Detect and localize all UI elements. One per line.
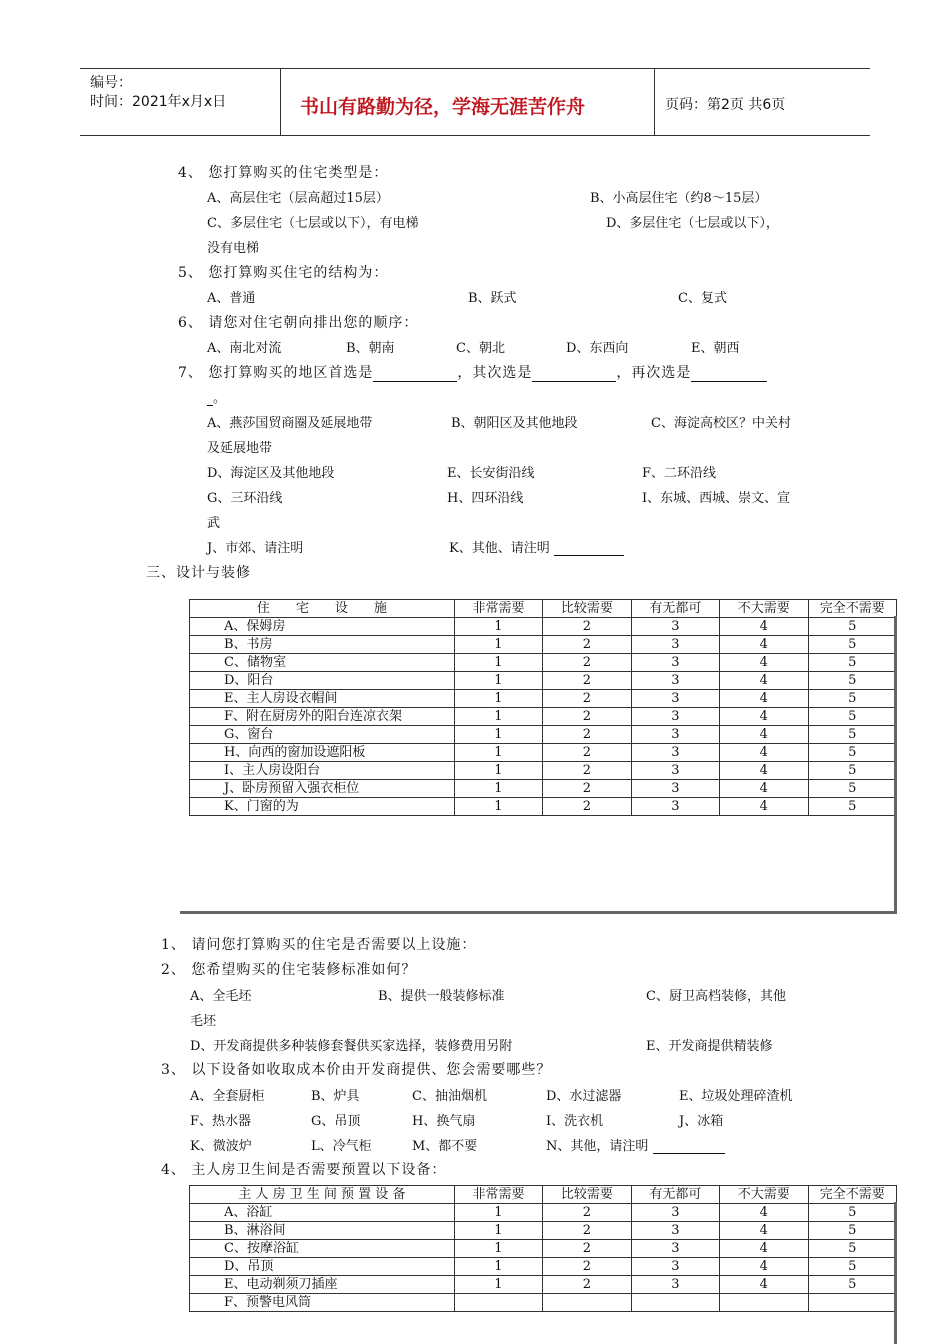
table-row: [190, 654, 897, 672]
question-5-title: 5、 您打算购买住宅的结构为：: [178, 265, 389, 281]
rating-cell[interactable]: 4: [720, 1204, 808, 1222]
table-header-row: [190, 600, 897, 618]
q7-option-b: B、朝阳区及其他地段: [451, 416, 578, 431]
rating-cell[interactable]: 4: [720, 654, 808, 672]
table-row: [190, 1222, 897, 1240]
part2-question-3-title: 3、 以下设备如收取成本价由开发商提供、您会需要哪些？: [161, 1062, 552, 1078]
rating-cell[interactable]: 2: [543, 1258, 631, 1276]
p3-option-i: I、洗衣机: [546, 1114, 604, 1129]
q7-option-i-cont: 武: [207, 516, 221, 531]
column-header-rating: 不大需要: [720, 1186, 808, 1204]
column-header-rating: 有无都可: [631, 600, 719, 618]
rating-cell[interactable]: 5: [808, 1222, 896, 1240]
rating-cell[interactable]: 1: [454, 636, 542, 654]
row-label: B、淋浴间: [190, 1222, 455, 1240]
rating-cell[interactable]: 1: [454, 726, 542, 744]
row-label: I、主人房设阳台: [190, 762, 455, 780]
q4-option-d: D、多层住宅（七层或以下），: [606, 216, 779, 231]
rating-cell[interactable]: 3: [631, 618, 719, 636]
q7-title-part2: ，其次选是: [457, 365, 533, 381]
q7-third-choice-blank[interactable]: [691, 381, 767, 382]
table-frame-shadow: [894, 1202, 897, 1344]
rating-cell[interactable]: 1: [454, 672, 542, 690]
rating-cell[interactable]: 5: [808, 708, 896, 726]
column-header-rating: 完全不需要: [808, 1186, 896, 1204]
rating-cell[interactable]: 2: [543, 1222, 631, 1240]
rating-cell[interactable]: 2: [543, 744, 631, 762]
rating-cell[interactable]: 2: [543, 780, 631, 798]
rating-cell[interactable]: [543, 1294, 631, 1312]
row-label: A、浴缸: [190, 1204, 455, 1222]
p3-option-b: B、炉具: [311, 1089, 360, 1104]
column-header-rating: 有无都可: [631, 1186, 719, 1204]
table-row: [190, 690, 897, 708]
rating-cell[interactable]: 4: [720, 726, 808, 744]
rating-cell[interactable]: 1: [454, 1258, 542, 1276]
row-label: C、按摩浴缸: [190, 1240, 455, 1258]
column-header-rating: 非常需要: [454, 1186, 542, 1204]
row-label: H、向西的窗加设遮阳板: [190, 744, 455, 762]
rating-cell[interactable]: 4: [720, 708, 808, 726]
q7-title-part1: 7、 您打算购买的地区首选是: [178, 365, 374, 381]
table-header-row: [190, 1186, 897, 1204]
p3-option-d: D、水过滤器: [546, 1089, 622, 1104]
q7-title-part3: ，再次选是: [616, 365, 692, 381]
row-label: D、阳台: [190, 672, 455, 690]
q4-option-c: C、多层住宅（七层或以下），有电梯: [207, 216, 419, 231]
rating-cell[interactable]: 3: [631, 1240, 719, 1258]
rating-cell[interactable]: 4: [720, 780, 808, 798]
q6-option-c: C、朝北: [456, 341, 505, 356]
rating-cell[interactable]: 2: [543, 762, 631, 780]
q7-second-choice-blank[interactable]: [532, 381, 616, 382]
p3-option-m: M、都不要: [412, 1139, 478, 1154]
rating-cell[interactable]: 1: [454, 1222, 542, 1240]
p3-option-h: H、换气扇: [412, 1114, 476, 1129]
column-header-rating: 不大需要: [720, 600, 808, 618]
rating-cell[interactable]: 2: [543, 1240, 631, 1258]
part2-question-1-title: 1、 请问您打算购买的住宅是否需要以上设施：: [161, 937, 477, 953]
rating-cell[interactable]: 4: [720, 636, 808, 654]
row-label: A、保姆房: [190, 618, 455, 636]
rating-cell[interactable]: 3: [631, 708, 719, 726]
header-divider: [280, 68, 281, 135]
part2-question-2-title: 2、 您希望购买的住宅装修标准如何？: [161, 962, 417, 978]
q7-option-d: D、海淀区及其他地段: [207, 466, 335, 481]
rating-cell[interactable]: [808, 1294, 896, 1312]
rating-cell[interactable]: 1: [454, 690, 542, 708]
rating-cell[interactable]: 5: [808, 798, 896, 816]
column-header-rating: 比较需要: [543, 1186, 631, 1204]
rating-cell[interactable]: 5: [808, 672, 896, 690]
p2-option-e: E、开发商提供精装修: [646, 1039, 773, 1054]
rating-cell[interactable]: 5: [808, 1240, 896, 1258]
p3-option-l: L、冷气柜: [311, 1139, 372, 1154]
q6-option-d: D、东西向: [566, 341, 629, 356]
header-top-rule: [80, 68, 870, 69]
q7-first-choice-blank[interactable]: [373, 381, 457, 382]
table-row: [190, 744, 897, 762]
rating-cell[interactable]: 2: [543, 1276, 631, 1294]
section-3-title: 三、设计与装修: [146, 565, 251, 581]
part2-question-4-title: 4、 主人房卫生间是否需要预置以下设备：: [161, 1162, 447, 1178]
table-row: [190, 708, 897, 726]
q4-option-a: A、高层住宅（层高超过15层）: [207, 191, 389, 206]
rating-cell[interactable]: 3: [631, 654, 719, 672]
header-time-label: 时间：2021年x月x日: [90, 94, 227, 110]
rating-cell[interactable]: 2: [543, 636, 631, 654]
table-row: [190, 780, 897, 798]
table-row: [190, 1240, 897, 1258]
row-label: D、吊顶: [190, 1258, 455, 1276]
rating-cell[interactable]: 3: [631, 762, 719, 780]
rating-cell[interactable]: 1: [454, 1276, 542, 1294]
rating-cell[interactable]: 4: [720, 762, 808, 780]
q7-option-i: I、东城、西城、崇文、宣: [642, 491, 791, 506]
table-frame-shadow: [894, 616, 897, 914]
rating-cell[interactable]: 5: [808, 762, 896, 780]
rating-cell[interactable]: 5: [808, 1276, 896, 1294]
rating-cell[interactable]: 4: [720, 744, 808, 762]
rating-cell[interactable]: 3: [631, 1258, 719, 1276]
rating-cell[interactable]: [454, 1294, 542, 1312]
p2-option-a: A、全毛坯: [190, 989, 252, 1004]
facilities-table: [189, 599, 897, 816]
rating-cell[interactable]: 4: [720, 1258, 808, 1276]
row-label: F、预警电风筒: [190, 1294, 455, 1312]
rating-cell[interactable]: 4: [720, 1240, 808, 1258]
rating-cell[interactable]: 1: [454, 762, 542, 780]
row-label: E、主人房设衣帽间: [190, 690, 455, 708]
p2-option-d: D、开发商提供多种装修套餐供买家选择，装修费用另附: [190, 1039, 513, 1054]
q4-option-b: B、小高层住宅（约8～15层）: [590, 191, 768, 206]
rating-cell[interactable]: 5: [808, 636, 896, 654]
q5-option-c: C、复式: [678, 291, 727, 306]
p2-option-c: C、厨卫高档装修，其他: [646, 989, 786, 1004]
table-row: [190, 1294, 897, 1312]
rating-cell[interactable]: 3: [631, 1204, 719, 1222]
rating-cell[interactable]: 4: [720, 1222, 808, 1240]
table-row: [190, 1276, 897, 1294]
rating-cell[interactable]: [720, 1294, 808, 1312]
q7-option-k: [449, 537, 624, 556]
q7-option-k-label: K、其他、请注明: [449, 541, 550, 556]
rating-cell[interactable]: 5: [808, 1258, 896, 1276]
table-row: [190, 762, 897, 780]
rating-cell[interactable]: 1: [454, 618, 542, 636]
header-number-label: 编号：: [90, 75, 132, 91]
q7-option-g: G、三环沿线: [207, 491, 283, 506]
column-header-rating: 非常需要: [454, 600, 542, 618]
column-header-item: 主 人 房 卫 生 间 预 置 设 备: [190, 1186, 455, 1204]
q7-option-c-cont: 及延展地带: [207, 441, 273, 456]
column-header-rating: 比较需要: [543, 600, 631, 618]
rating-cell[interactable]: 2: [543, 1204, 631, 1222]
rating-cell[interactable]: 2: [543, 708, 631, 726]
table-row: [190, 726, 897, 744]
rating-cell[interactable]: 1: [454, 1240, 542, 1258]
rating-cell[interactable]: 3: [631, 1276, 719, 1294]
p3-option-c: C、抽油烟机: [412, 1089, 487, 1104]
table-row: [190, 1258, 897, 1276]
q5-option-b: B、跃式: [468, 291, 517, 306]
p2-option-b: B、提供一般装修标准: [378, 989, 505, 1004]
p2-option-c-cont: 毛坯: [190, 1014, 217, 1029]
rating-cell[interactable]: 2: [543, 618, 631, 636]
rating-cell[interactable]: 3: [631, 1222, 719, 1240]
rating-cell[interactable]: [631, 1294, 719, 1312]
q7-option-e: E、长安街沿线: [447, 466, 535, 481]
rating-cell[interactable]: 5: [808, 726, 896, 744]
q6-option-b: B、朝南: [346, 341, 395, 356]
header-divider: [654, 68, 655, 135]
q6-option-e: E、朝西: [691, 341, 740, 356]
row-label: F、附在厨房外的阳台连凉衣架: [190, 708, 455, 726]
rating-cell[interactable]: 2: [543, 690, 631, 708]
q7-option-f: F、二环沿线: [642, 466, 717, 481]
question-7-title: [178, 362, 767, 382]
rating-cell[interactable]: 3: [631, 636, 719, 654]
q7-option-j: J、市郊、请注明: [207, 541, 304, 556]
table-row: [190, 798, 897, 816]
p3-option-g: G、吊顶: [311, 1114, 361, 1129]
q7-option-c: C、海淀高校区？中关村: [651, 416, 791, 431]
rating-cell[interactable]: 3: [631, 780, 719, 798]
rating-cell[interactable]: 1: [454, 654, 542, 672]
table-row: [190, 618, 897, 636]
p3-option-f: F、热水器: [190, 1114, 252, 1129]
header-page-label: 页码：第2页 共6页: [665, 97, 786, 113]
q6-option-a: A、南北对流: [207, 341, 282, 356]
rating-cell[interactable]: 2: [543, 672, 631, 690]
rating-cell[interactable]: 4: [720, 690, 808, 708]
p3-option-a: A、全套厨柜: [190, 1089, 265, 1104]
rating-cell[interactable]: 3: [631, 798, 719, 816]
q5-option-a: A、普通: [207, 291, 256, 306]
rating-cell[interactable]: 1: [454, 708, 542, 726]
column-header-rating: 完全不需要: [808, 600, 896, 618]
q4-option-d-cont: 没有电梯: [207, 241, 260, 256]
rating-cell[interactable]: 2: [543, 654, 631, 672]
rating-cell[interactable]: 1: [454, 744, 542, 762]
q7-period: 。: [213, 391, 227, 406]
header-motto: 书山有路勤为径，学海无涯苦作舟: [300, 96, 586, 118]
row-label: E、电动剃须刀插座: [190, 1276, 455, 1294]
row-label: B、书房: [190, 636, 455, 654]
rating-cell[interactable]: 5: [808, 744, 896, 762]
rating-cell[interactable]: 3: [631, 690, 719, 708]
rating-cell[interactable]: 5: [808, 1204, 896, 1222]
question-4-title: 4、 您打算购买的住宅类型是：: [178, 165, 389, 181]
row-label: J、卧房预留入强衣柜位: [190, 780, 455, 798]
q7-option-h: H、四环沿线: [447, 491, 524, 506]
p3-option-e: E、垃圾处理碎渣机: [679, 1089, 793, 1104]
q7-option-k-blank[interactable]: [554, 555, 624, 556]
rating-cell[interactable]: 5: [808, 690, 896, 708]
table-row: [190, 1204, 897, 1222]
q7-option-a: A、燕莎国贸商圈及延展地带: [207, 416, 373, 431]
row-label: K、门窗的为: [190, 798, 455, 816]
rating-cell[interactable]: 5: [808, 780, 896, 798]
row-label: C、储物室: [190, 654, 455, 672]
table-frame-shadow: [180, 911, 897, 914]
question-6-title: 6、 请您对住宅朝向排出您的顺序：: [178, 315, 419, 331]
column-header-item: 住 宅 设 施: [190, 600, 455, 618]
p3-option-n-blank[interactable]: [653, 1153, 725, 1154]
rating-cell[interactable]: 4: [720, 672, 808, 690]
rating-cell[interactable]: 1: [454, 780, 542, 798]
rating-cell[interactable]: 2: [543, 798, 631, 816]
rating-cell[interactable]: 1: [454, 1204, 542, 1222]
row-label: G、窗台: [190, 726, 455, 744]
p3-option-n: [546, 1135, 725, 1154]
rating-cell[interactable]: 4: [720, 1276, 808, 1294]
rating-cell[interactable]: 5: [808, 654, 896, 672]
header-bottom-rule: [80, 135, 870, 136]
table-row: [190, 672, 897, 690]
p3-option-k: K、微波炉: [190, 1139, 252, 1154]
bathroom-equipment-table: [189, 1185, 897, 1312]
rating-cell[interactable]: 4: [720, 798, 808, 816]
table-row: [190, 636, 897, 654]
p3-option-j: J、冰箱: [679, 1114, 724, 1129]
rating-cell[interactable]: 4: [720, 618, 808, 636]
rating-cell[interactable]: 1: [454, 798, 542, 816]
q7-title-end: [207, 387, 226, 406]
rating-cell[interactable]: 3: [631, 672, 719, 690]
rating-cell[interactable]: 3: [631, 744, 719, 762]
rating-cell[interactable]: 2: [543, 726, 631, 744]
rating-cell[interactable]: 3: [631, 726, 719, 744]
rating-cell[interactable]: 5: [808, 618, 896, 636]
p3-option-n-label: N、其他，请注明: [546, 1139, 649, 1154]
